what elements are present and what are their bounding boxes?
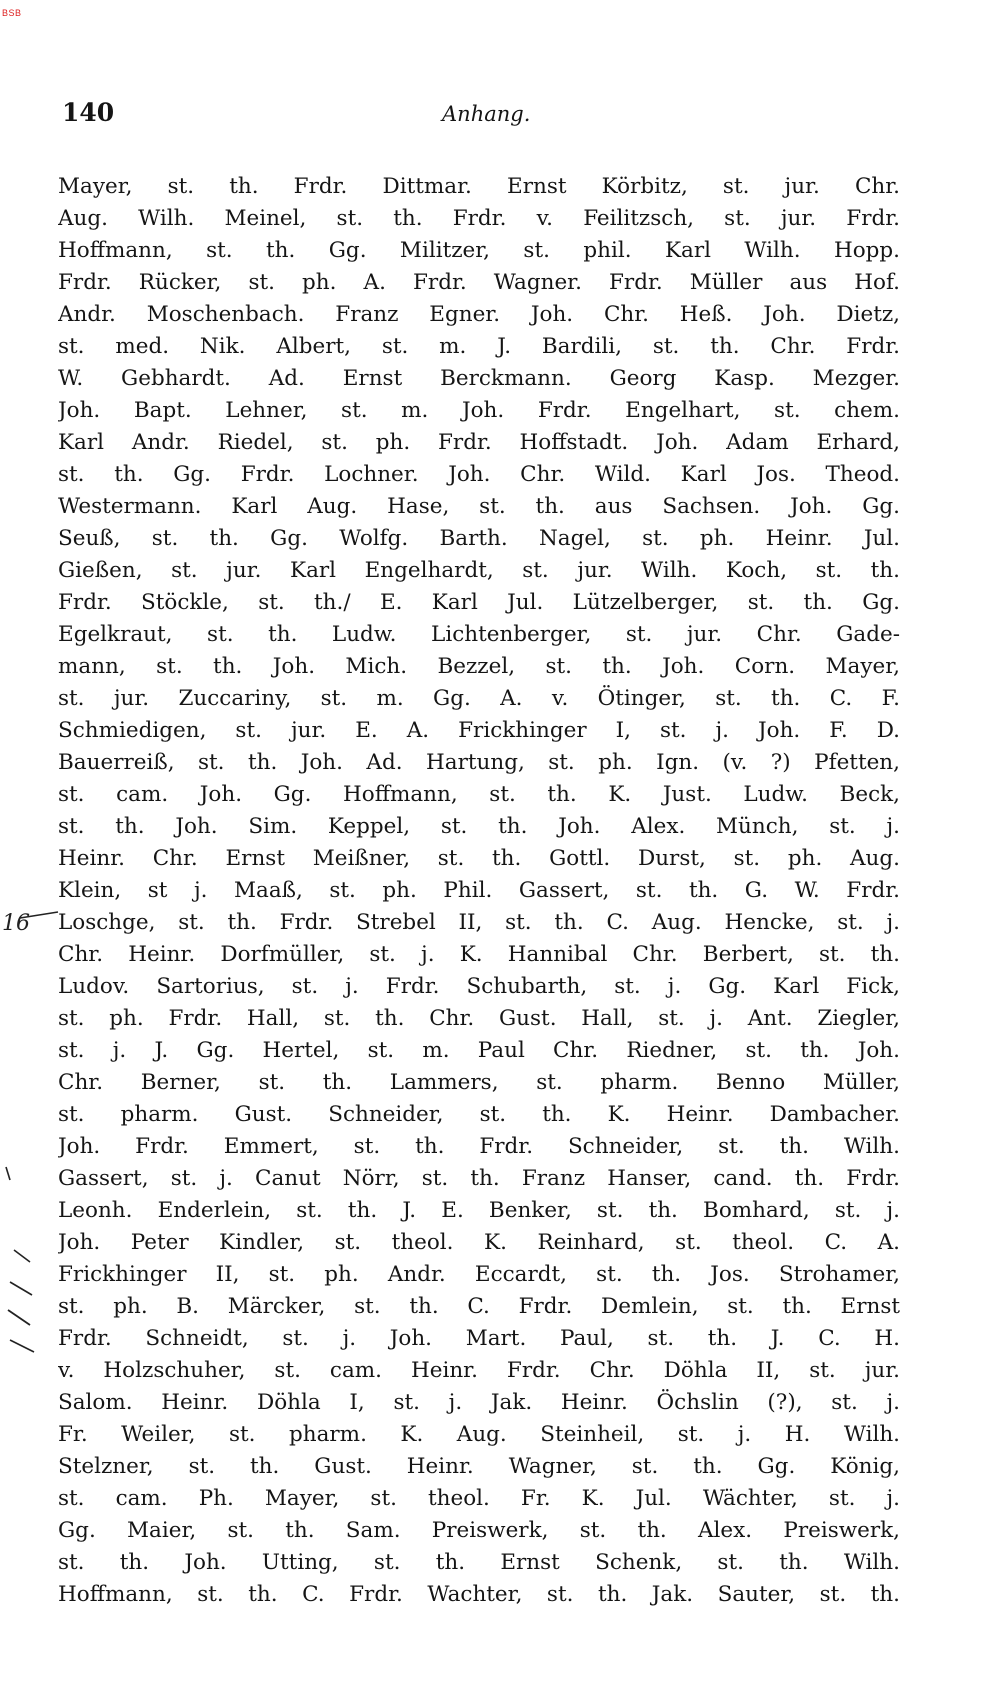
text-line: Hoffmann, st. th. Gg. Militzer, st. phil. Karl Wilh. Hopp. xyxy=(58,238,900,263)
page-header xyxy=(62,98,910,134)
text-line: Loschge, st. th. Frdr. Strebel II, st. th. C. Aug. Hencke, st. j. xyxy=(58,910,900,935)
text-line: Frdr. Stöckle, st. th./ E. Karl Jul. Lützelberger, st. th. Gg. xyxy=(58,590,900,615)
text-line: Stelzner, st. th. Gust. Heinr. Wagner, st. th. Gg. König, xyxy=(58,1454,900,1479)
text-line: Frickhinger II, st. ph. Andr. Eccardt, st. th. Jos. Strohamer, xyxy=(58,1262,900,1287)
name-list-text xyxy=(58,171,900,1611)
text-line: W. Gebhardt. Ad. Ernst Berckmann. Georg Kasp. Mezger. xyxy=(58,366,900,391)
margin-pencil-stroke xyxy=(6,1167,10,1180)
text-line: Karl Andr. Riedel, st. ph. Frdr. Hoffstadt. Joh. Adam Erhard, xyxy=(58,430,900,455)
margin-note-text: 16 xyxy=(2,911,30,936)
text-line: Ludov. Sartorius, st. j. Frdr. Schubarth, st. j. Gg. Karl Fick, xyxy=(58,974,900,999)
text-line: Mayer, st. th. Frdr. Dittmar. Ernst Körbitz, st. jur. Chr. xyxy=(58,174,900,199)
text-line: st. cam. Ph. Mayer, st. theol. Fr. K. Jul. Wächter, st. j. xyxy=(58,1486,900,1511)
margin-pencil-stroke xyxy=(8,1310,30,1325)
text-line: st. j. J. Gg. Hertel, st. m. Paul Chr. Riedner, st. th. Joh. xyxy=(58,1038,900,1063)
text-line: st. med. Nik. Albert, st. m. J. Bardili, st. th. Chr. Frdr. xyxy=(58,334,900,359)
margin-pencil-stroke xyxy=(14,1250,30,1262)
text-line: st. th. Joh. Utting, st. th. Ernst Schenk, st. th. Wilh. xyxy=(58,1550,900,1575)
page-number: 140 xyxy=(62,98,115,127)
text-line: st. ph. B. Märcker, st. th. C. Frdr. Demlein, st. th. Ernst xyxy=(58,1294,900,1319)
text-line: Schmiedigen, st. jur. E. A. Frickhinger I, st. j. Joh. F. D. xyxy=(58,718,900,743)
text-line: Leonh. Enderlein, st. th. J. E. Benker, st. th. Bomhard, st. j. xyxy=(58,1198,900,1223)
text-line: Gg. Maier, st. th. Sam. Preiswerk, st. th. Alex. Preiswerk, xyxy=(58,1518,900,1543)
text-line: Egelkraut, st. th. Ludw. Lichtenberger, st. jur. Chr. Gade- xyxy=(58,622,900,647)
text-line: st. th. Joh. Sim. Keppel, st. th. Joh. Alex. Münch, st. j. xyxy=(58,814,900,839)
text-line: Chr. Berner, st. th. Lammers, st. pharm. Benno Müller, xyxy=(58,1070,900,1095)
text-line: st. cam. Joh. Gg. Hoffmann, st. th. K. Just. Ludw. Beck, xyxy=(58,782,900,807)
text-line: Frdr. Rücker, st. ph. A. Frdr. Wagner. Frdr. Müller aus Hof. xyxy=(58,270,900,295)
text-line: Fr. Weiler, st. pharm. K. Aug. Steinheil, st. j. H. Wilh. xyxy=(58,1422,900,1447)
text-line: Joh. Frdr. Emmert, st. th. Frdr. Schneider, st. th. Wilh. xyxy=(58,1134,900,1159)
margin-pencil-stroke xyxy=(10,1282,32,1295)
text-line: st. pharm. Gust. Schneider, st. th. K. Heinr. Dambacher. xyxy=(58,1102,900,1127)
text-line: st. jur. Zuccariny, st. m. Gg. A. v. Ötinger, st. th. C. F. xyxy=(58,686,900,711)
text-line: Joh. Bapt. Lehner, st. m. Joh. Frdr. Engelhart, st. chem. xyxy=(58,398,900,423)
text-line: Westermann. Karl Aug. Hase, st. th. aus Sachsen. Joh. Gg. xyxy=(58,494,900,519)
text-line: Gassert, st. j. Canut Nörr, st. th. Franz Hanser, cand. th. Frdr. xyxy=(58,1166,900,1191)
margin-pencil-stroke xyxy=(10,1340,34,1352)
text-line: Klein, st j. Maaß, st. ph. Phil. Gassert, st. th. G. W. Frdr. xyxy=(58,878,900,903)
running-head: Anhang. xyxy=(442,102,531,126)
text-line: st. ph. Frdr. Hall, st. th. Chr. Gust. Hall, st. j. Ant. Ziegler, xyxy=(58,1006,900,1031)
text-line: Hoffmann, st. th. C. Frdr. Wachter, st. th. Jak. Sauter, st. th. xyxy=(58,1582,900,1607)
text-line: st. th. Gg. Frdr. Lochner. Joh. Chr. Wild. Karl Jos. Theod. xyxy=(58,462,900,487)
margin-pencil-stroke xyxy=(20,912,58,918)
text-line: Joh. Peter Kindler, st. theol. K. Reinhard, st. theol. C. A. xyxy=(58,1230,900,1255)
text-line: Aug. Wilh. Meinel, st. th. Frdr. v. Feilitzsch, st. jur. Frdr. xyxy=(58,206,900,231)
text-line: Chr. Heinr. Dorfmüller, st. j. K. Hannibal Chr. Berbert, st. th. xyxy=(58,942,900,967)
text-line: Seuß, st. th. Gg. Wolfg. Barth. Nagel, st. ph. Heinr. Jul. xyxy=(58,526,900,551)
text-line: v. Holzschuher, st. cam. Heinr. Frdr. Chr. Döhla II, st. jur. xyxy=(58,1358,900,1383)
text-line: Bauerreiß, st. th. Joh. Ad. Hartung, st. ph. Ign. (v. ?) Pfetten, xyxy=(58,750,900,775)
text-line: Gießen, st. jur. Karl Engelhardt, st. jur. Wilh. Koch, st. th. xyxy=(58,558,900,583)
text-line: Salom. Heinr. Döhla I, st. j. Jak. Heinr. Öchslin (?), st. j. xyxy=(58,1390,900,1415)
text-line: mann, st. th. Joh. Mich. Bezzel, st. th. Joh. Corn. Mayer, xyxy=(58,654,900,679)
text-line: Frdr. Schneidt, st. j. Joh. Mart. Paul, st. th. J. C. H. xyxy=(58,1326,900,1351)
handwritten-margin-marks xyxy=(0,0,60,1696)
text-line: Heinr. Chr. Ernst Meißner, st. th. Gottl. Durst, st. ph. Aug. xyxy=(58,846,900,871)
library-mark: BSB xyxy=(2,8,22,18)
text-line: Andr. Moschenbach. Franz Egner. Joh. Chr. Heß. Joh. Dietz, xyxy=(58,302,900,327)
